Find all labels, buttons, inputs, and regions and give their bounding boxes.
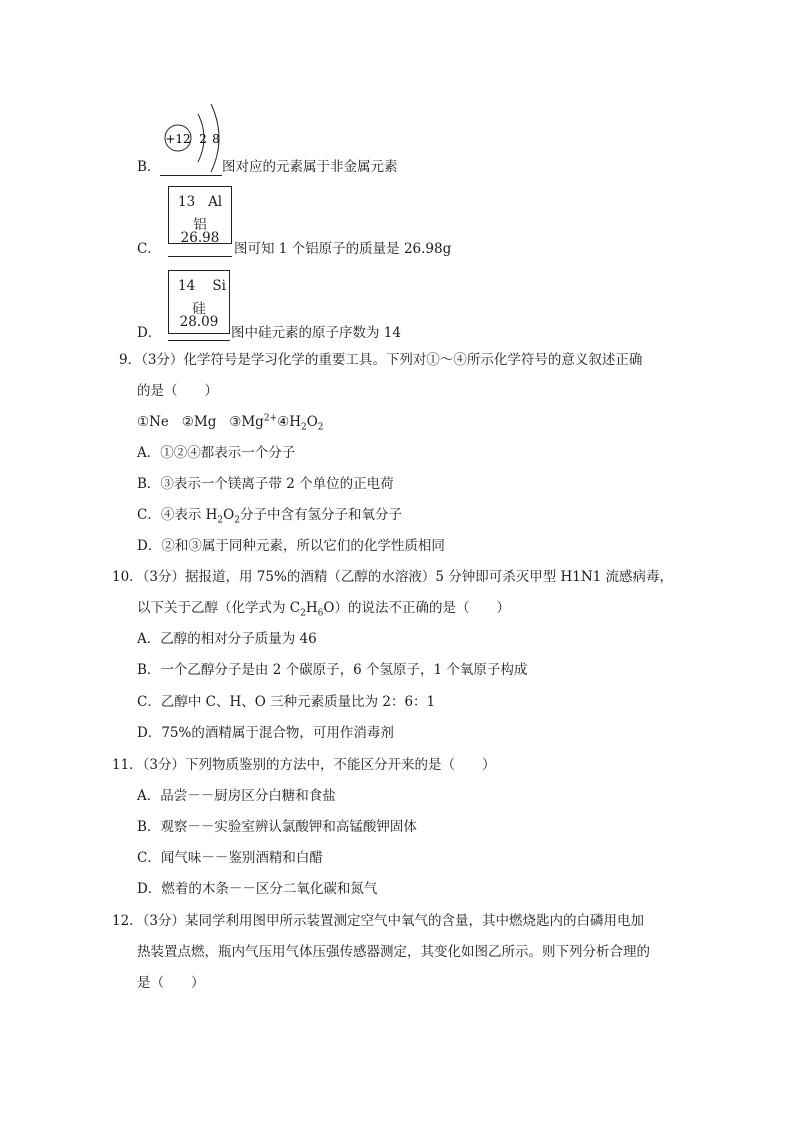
question-9-stem-line1: 9．（3分）化学符号是学习化学的重要工具。下列对①～④所示化学符号的意义叙述正确 — [119, 352, 643, 368]
question-9-option-c: C．④表示 $H_2O_2$分子中含有氢分子和氧分子 — [137, 507, 402, 526]
option-c-underline — [168, 256, 232, 257]
shell-1-electrons: 2 — [199, 132, 207, 146]
option-d-letter: D． — [137, 325, 162, 341]
atomic-number: 13 Al — [178, 194, 223, 210]
option-b-underline — [160, 175, 222, 176]
question-10-option-c: C．乙醇中 C、H、O 三种元素质量比为 2：6：1 — [137, 694, 436, 710]
option-c-letter: C． — [137, 241, 161, 257]
option-b-letter: B． — [137, 159, 161, 175]
question-10-option-a: A．乙醇的相对分子质量为 46 — [137, 631, 317, 647]
element-cell-al — [168, 186, 232, 244]
question-10-option-d: D．75%的酒精属于混合物，可用作消毒剂 — [137, 725, 394, 741]
option-c-text: 图可知 1 个铝原子的质量是 26.98g — [234, 241, 452, 257]
question-12-stem-line3: 是（ ） — [137, 975, 205, 991]
question-9-option-d: D．②和③属于同种元素，所以它们的化学性质相同 — [137, 538, 445, 554]
atom-structure-diagram — [160, 100, 230, 180]
question-11-option-c: C．闻气味－－鉴别酒精和白醋 — [137, 850, 323, 866]
element-symbol: Si — [212, 278, 226, 294]
atomic-mass: 26.98 — [180, 230, 220, 246]
element-symbol: Al — [208, 194, 223, 210]
question-12-stem-line1: 12．（3分）某同学利用图甲所示装置测定空气中氧气的含量，其中燃烧匙内的白磷用电加 — [112, 913, 645, 929]
element-name: 铝 — [193, 217, 207, 233]
question-9-option-b: B．③表示一个镁离子带 2 个单位的正电荷 — [137, 476, 394, 492]
question-11-stem: 11．（3分）下列物质鉴别的方法中，不能区分开来的是（ ） — [112, 757, 496, 773]
option-d-text: 图中硅元素的原子序数为 14 — [231, 325, 401, 341]
option-d-underline — [168, 340, 230, 341]
option-b-text: 图对应的元素属于非金属元素 — [222, 159, 398, 175]
atomic-mass: 28.09 — [179, 314, 219, 330]
question-12-stem-line2: 热装置点燃，瓶内气压用气体压强传感器测定，其变化如图乙所示。则下列分析合理的 — [137, 944, 650, 960]
question-9-option-a: A．①②④都表示一个分子 — [137, 445, 296, 461]
question-11-option-d: D．燃着的木条－－区分二氧化碳和氮气 — [137, 881, 378, 897]
atomic-number: 14 Si — [178, 278, 226, 294]
question-10-option-b: B．一个乙醇分子是由 2 个碳原子，6 个氢原子，1 个氧原子构成 — [137, 662, 528, 678]
element-name: 硅 — [192, 301, 206, 317]
nucleus-charge: +12 — [165, 132, 191, 146]
question-10-stem-line1: 10．（3分）据报道，用 75%的酒精（乙醇的水溶液）5 分钟即可杀灭甲型 H1N1 流感病毒， — [112, 569, 674, 585]
question-9-stem-line2: 的是（ ） — [137, 383, 218, 399]
question-11-option-b: B．观察－－实验室辨认氯酸钾和高锰酸钾固体 — [137, 819, 417, 835]
shell-2-electrons: 8 — [212, 132, 220, 146]
question-11-option-a: A．品尝－－厨房区分白糖和食盐 — [137, 788, 336, 804]
element-cell-si — [168, 270, 230, 334]
question-10-stem-line2: 以下关于乙醇（化学式为 $C_2H_6O$）的说法不正确的是（ ） — [137, 600, 510, 619]
question-9-symbols: ①Ne ②Mg $③Mg^{2+}④H_2O_2$ — [137, 413, 324, 433]
